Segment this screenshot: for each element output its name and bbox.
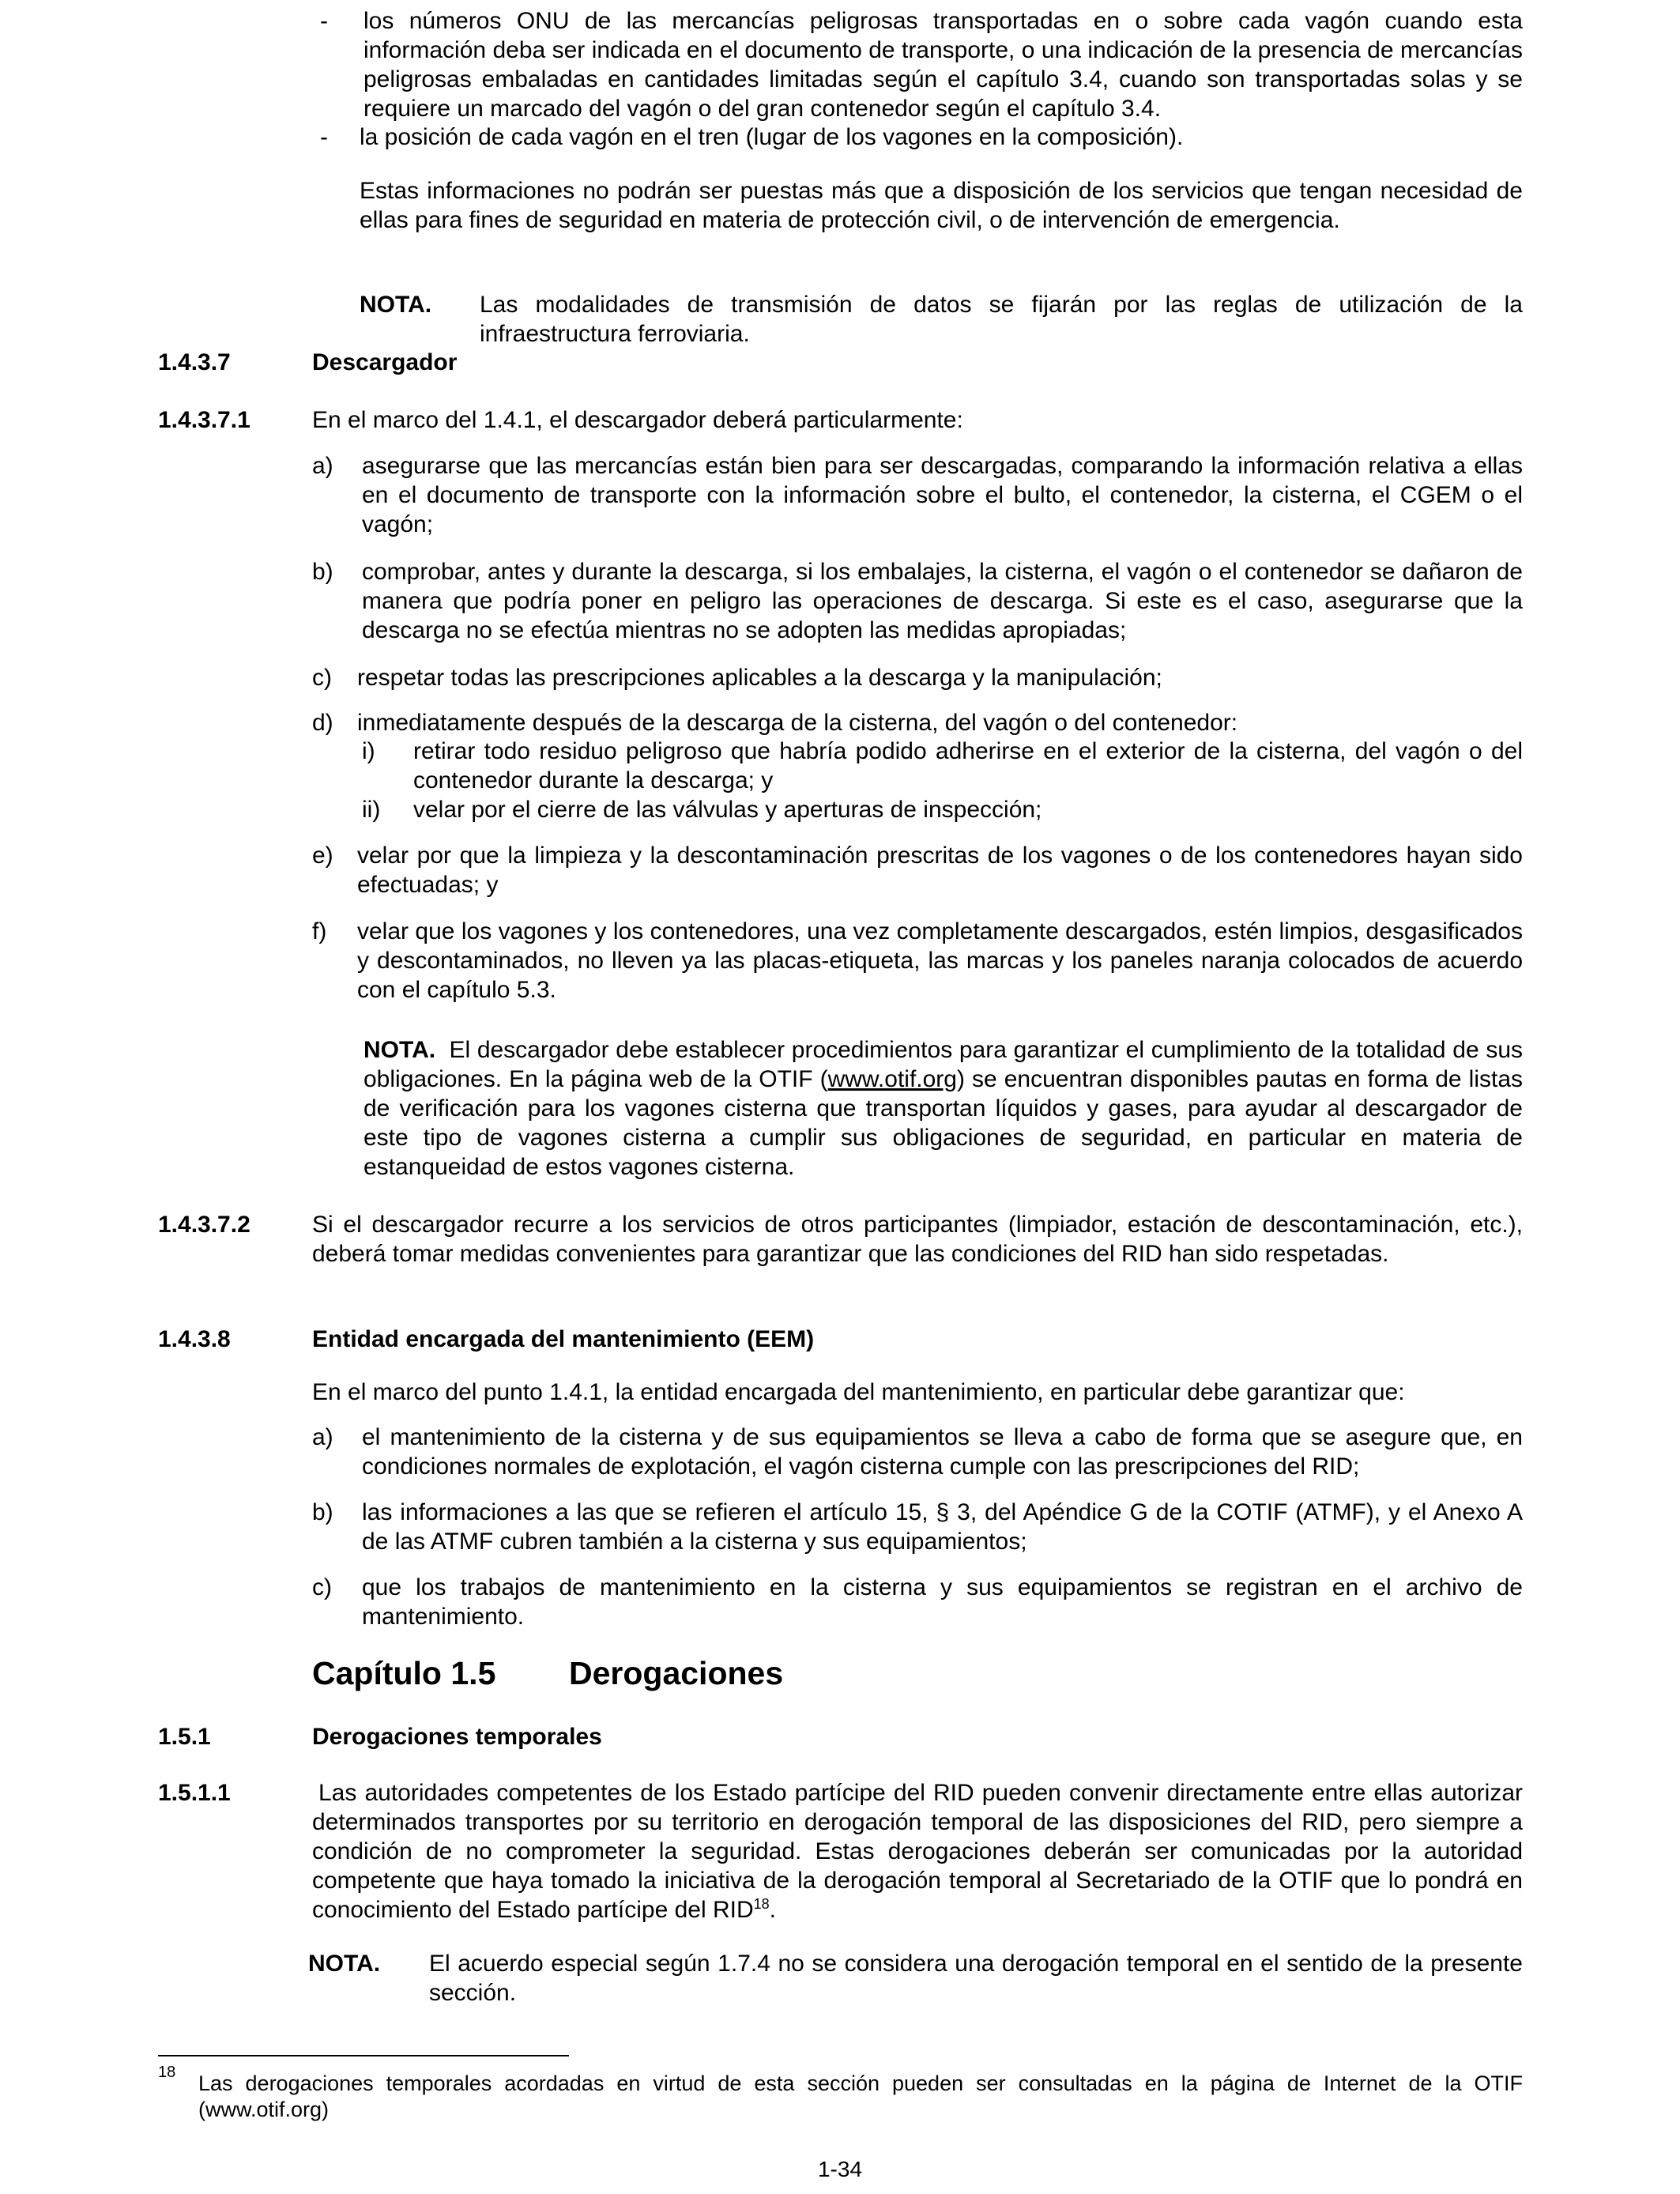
list-item: velar que los vagones y los contenedores, una vez completamente descargados, estén limpios, desgasificados y descontaminados, no lleven ya las placas-etiqueta, las marcas y los paneles naranja colocados de acuerdo con el capítulo 5.3. [357,918,1523,1003]
sub-list-item: velar por el cierre de las válvulas y aperturas de inspección; [413,797,1042,823]
item-mark: c) [312,1574,332,1600]
page-number: 1-34 [817,2157,863,2181]
item-mark: a) [312,1424,333,1450]
note-text-continued: ) se encuentran disponibles pautas en forma de listas de verificación para los vagones cisterna que transportan líquidos y gases, para ayudar al descargador de este tipo de vagones cisterna a cumplir sus obligaciones de seguridad, en particular en materia de estanqueidad de estos vagones cisterna. [363,1066,1523,1180]
section-title: Entidad encargada del mantenimiento (EEM) [312,1326,815,1352]
list-item: asegurarse que las mercancías están bien para ser descargadas, comparando la información relativa a ellas en el documento de transporte con la información sobre el bulto, el contenedor, la cisterna, el CGEM o el vagón; [362,453,1523,537]
section-body: Las autoridades competentes de los Estado partícipe del RID pueden convenir directamente entre ellas autorizar determinados transportes por su territorio en derogación temporal de las disposiciones del RID, pero siempre a condición de no comprometer la seguridad. Estas derogaciones deberán ser comunicadas por la autoridad competente que haya tomado la iniciativa de la derogación temporal al Secretariado de la OTIF que lo pondrá en conocimiento del Estado partícipe del RID [312,1780,1523,1923]
item-mark: b) [312,1499,333,1525]
section-number: 1.5.1 [158,1724,211,1750]
footnote-number: 18 [158,2064,176,2081]
section-title: Descargador [312,349,458,375]
item-mark: c) [312,665,332,691]
item-mark: d) [312,710,333,736]
dash-mark: - [320,8,328,34]
section-number: 1.4.3.7.1 [158,407,250,433]
section-number: 1.5.1.1 [158,1780,231,1806]
chapter-title: Derogaciones [569,1655,784,1691]
section-intro: En el marco del punto 1.4.1, la entidad encargada del mantenimiento, en particular debe garantizar que: [312,1379,1405,1405]
note-label: NOTA. [363,1037,436,1063]
item-mark: a) [312,453,333,479]
footnote-text: Las derogaciones temporales acordadas en virtud de esta sección pueden ser consultadas en la página de Internet de la OTIF (www.otif.org) [198,2071,1523,2121]
chapter-label: Capítulo 1.5 [312,1655,496,1691]
list-item: velar por que la limpieza y la descontaminación prescritas de los vagones o de los contenedores hayan sido efectuadas; y [357,843,1523,898]
list-item: la posición de cada vagón en el tren (lugar de los vagones en la composición). [360,124,1184,150]
note-label: NOTA. [308,1951,381,1977]
list-item: respetar todas las prescripciones aplicables a la descarga y la manipulación; [357,665,1162,691]
footnote-divider [158,2055,569,2056]
sub-list-item: retirar todo residuo peligroso que habría podido adherirse en el exterior de la cisterna, del vagón o del contenedor durante la descarga; y [413,738,1523,794]
item-mark: f) [312,918,327,944]
list-item: el mantenimiento de la cisterna y de sus equipamientos se lleva a cabo de forma que se asegure que, en condiciones normales de explotación, el vagón cisterna cumple con las prescripciones del RID; [362,1424,1523,1480]
subitem-mark: i) [362,738,375,764]
paragraph: Estas informaciones no podrán ser puestas más que a disposición de los servicios que tengan necesidad de ellas para fines de seguridad en materia de protección civil, o de intervención de emergencia. [360,178,1523,233]
section-number: 1.4.3.7.2 [158,1212,250,1238]
otif-link[interactable]: www.otif.org [827,1066,957,1092]
note-block [363,1035,1523,1182]
item-mark: e) [312,843,333,869]
section-title: Derogaciones temporales [312,1724,602,1750]
item-mark: b) [312,559,333,585]
list-item: inmediatamente después de la descarga de la cisterna, del vagón o del contenedor: [357,710,1238,736]
section-intro: En el marco del 1.4.1, el descargador deberá particularmente: [312,407,963,433]
dash-mark: - [320,124,328,150]
subitem-mark: ii) [362,797,381,823]
list-item: los números ONU de las mercancías peligrosas transportadas en o sobre cada vagón cuando esta información deba ser indicada en el documento de transporte, o una indicación de la presencia de mercancías peligrosas embaladas en cantidades limitadas según el capítulo 3.4, cuando son transportadas solas y se requiere un marcado del vagón o del gran contenedor según el capítulo 3.4. [363,8,1523,122]
sentence-end: . [769,1897,777,1923]
note-label: NOTA. [360,292,432,318]
section-number: 1.4.3.7 [158,349,231,375]
list-item: que los trabajos de mantenimiento en la cisterna y sus equipamientos se registran en el archivo de mantenimiento. [362,1574,1523,1630]
note-text: El descargador debe establecer procedimientos para garantizar el cumplimiento de la totalidad de sus obligaciones. En la página web de la OTIF ( [363,1037,1523,1092]
list-item: comprobar, antes y durante la descarga, si los embalajes, la cisterna, el vagón o el contenedor se dañaron de manera que podría poner en peligro las operaciones de descarga. Si este es el caso, asegurarse que la descarga no se efectúa mientras no se adopten las medidas apropiadas; [362,559,1523,643]
section-number: 1.4.3.8 [158,1326,231,1352]
section-text: Si el descargador recurre a los servicios de otros participantes (limpiador, estación de descontaminación, etc.), deberá tomar medidas convenientes para garantizar que las condiciones del RID han sido respetadas. [312,1212,1523,1267]
note-text: El acuerdo especial según 1.7.4 no se considera una derogación temporal en el sentido de la presente sección. [429,1951,1523,2006]
section-text [312,1778,1523,1924]
footnote-ref[interactable]: 18 [753,1896,770,1912]
list-item: las informaciones a las que se refieren el artículo 15, § 3, del Apéndice G de la COTIF (ATMF), y el Anexo A de las ATMF cubren también a la cisterna y sus equipamientos; [362,1499,1523,1555]
note-text: Las modalidades de transmisión de datos se fijarán por las reglas de utilización de la infraestructura ferroviaria. [480,292,1523,347]
